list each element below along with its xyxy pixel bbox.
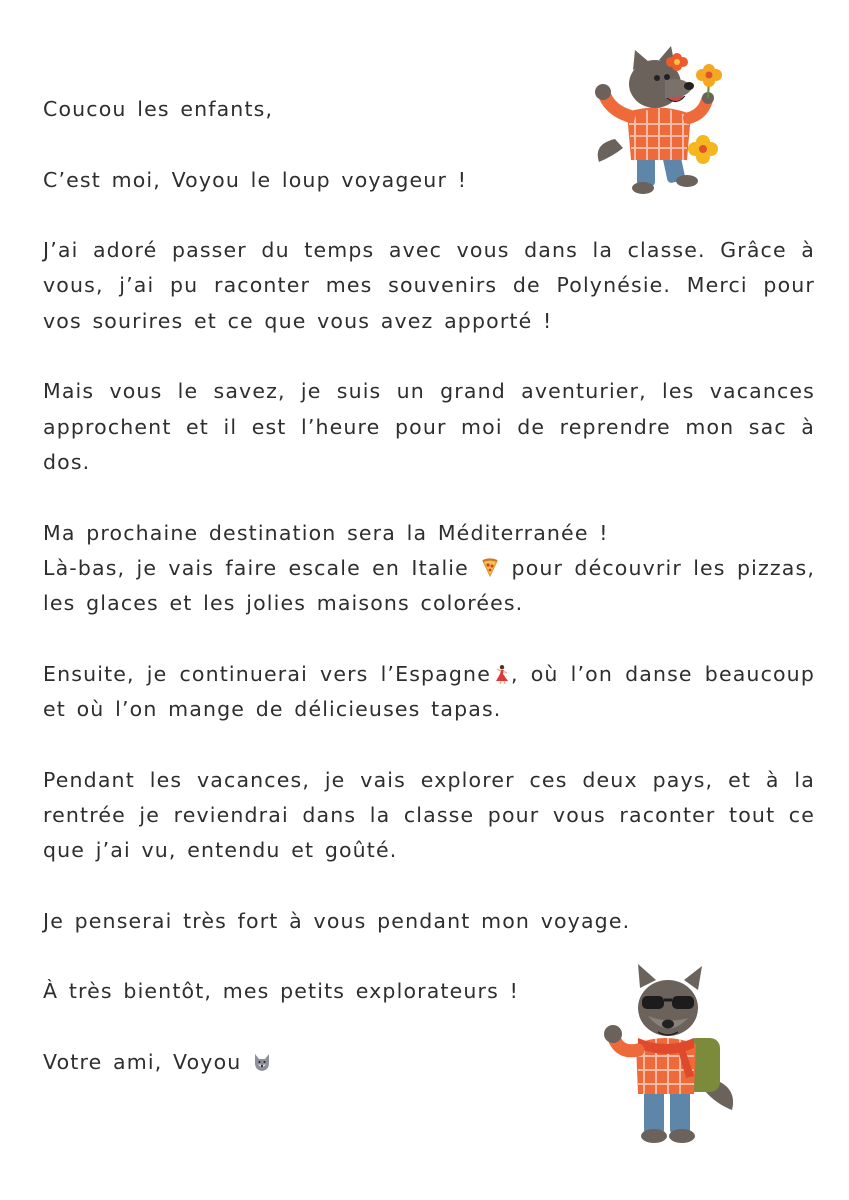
paragraph-holidays: Pendant les vacances, je vais explorer ces deux pays, et à la rentrée je reviendrai dans la classe pour vous raconter tout ce que j’ai vu, entendu et goûté. [43,767,815,863]
italy-text: Là-bas, je vais faire escale en Italie [43,555,469,580]
paragraph-classroom: J’ai adoré passer du temps avec vous dans la classe. Grâce à vous, j’ai pu raconter mes souvenirs de Polynésie. Merci pour vos sourires et ce que vous avez apporté ! [43,238,815,333]
signature: Votre ami, Voyou [43,1050,242,1075]
wolf-waving-illustration [585,44,735,200]
intro-line: C’est moi, Voyou le loup voyageur ! [43,167,468,192]
paragraph-thoughts: Je penserai très fort à vous pendant mon voyage. [43,908,631,933]
paragraph-adventure: Mais vous le savez, je suis un grand aventurier, les vacances approchent et il est l’heure pour moi de reprendre mon sac à dos. [43,379,815,474]
held-flower-icon [696,64,722,87]
paragraph-destination [43,516,815,622]
italy-text-end: pour découvrir les pizzas, les glaces et les jolies maisons colorées. [43,555,815,616]
paragraph-spain [43,657,815,728]
spain-text-end: , où l’on danse beaucoup et où l’on mange de délicieuses tapas. [43,661,815,722]
side-flower-icon [688,135,718,164]
destination-line: Ma prochaine destination sera la Méditerranée ! [43,520,609,545]
wolf-traveler-illustration [598,958,748,1148]
dancer-icon [491,664,511,684]
wolf-icon [252,1052,272,1072]
spain-text: Ensuite, je continuerai vers l’Espagne [43,661,491,686]
greeting: Coucou les enfants, [43,97,274,121]
paragraph-goodbye: À très bientôt, mes petits explorateurs ! [43,979,519,1004]
pizza-icon [480,558,500,578]
